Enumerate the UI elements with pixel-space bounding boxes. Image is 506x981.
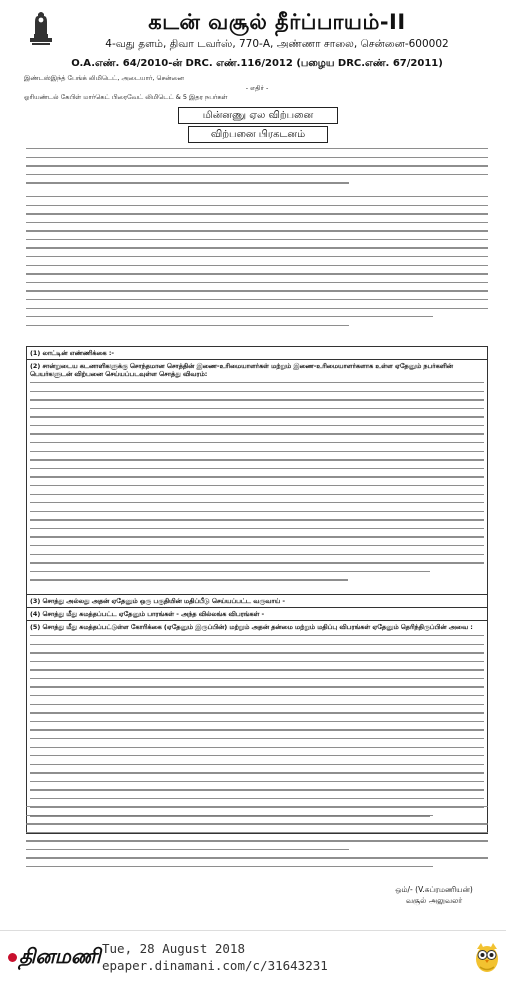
property-schedule-table bbox=[26, 346, 488, 834]
schedule-claims-heading: (5) சொத்து மீது சுமத்தப்பட்டுள்ள கோரிக்கை (ஏதேனும் இருப்பின்) மற்றும் அதன் தன்மை மற்றும் மதிப்பு விபரங்கள் ஏதேனும் தெரிந்திருப்பின் அவை : bbox=[30, 623, 473, 631]
state-emblem-icon bbox=[26, 8, 56, 48]
case-number: O.A.எண். 64/2010-ன் DRC. எண்.116/2012 (பழைய DRC.எண். 67/2011) bbox=[71, 58, 443, 69]
schedule-lot-count: (1) லாட்டின் எண்ணிக்கை :- bbox=[27, 347, 488, 360]
property-description bbox=[30, 382, 484, 592]
epaper-footer bbox=[0, 930, 506, 981]
schedule-property-heading: (2) சான்றுடைய கடனாளிகளுக்கு சொந்தமான சொத்தின் இணை-உரிமையாளர்கள் மற்றும் இணை-உரிமையாளர்களாக உள்ள ஏதேனும் நபர்களின் பெயர்களுடன் விற்பனை செய்யப்படவுள்ள சொத்து விவரம்: bbox=[30, 362, 453, 378]
tribunal-title: கடன் வசூல் தீர்ப்பாயம்-II bbox=[148, 10, 406, 34]
tribunal-address: 4-வது தளம், திவா டவர்ஸ், 770-A, அண்ணா சாலை, சென்னை-600002 bbox=[105, 38, 449, 50]
table-row bbox=[27, 347, 488, 360]
respondent-name: ஓரியண்டல் கேபிள் மார்கெட் பிரைவேட் லிமிடெட் & 5 இதர நபர்கள் bbox=[24, 93, 228, 101]
versus-label: - எதிர் - bbox=[245, 84, 269, 92]
schedule-encumbrance: (4) சொத்து மீது சுமத்தப்பட்ட ஏதேனும் பாரங்கள் - அந்த வில்லங்க விபரங்கள் - bbox=[27, 608, 488, 621]
owl-mascot-icon bbox=[474, 941, 500, 973]
intro-paragraph bbox=[26, 148, 488, 190]
legal-notice bbox=[20, 6, 494, 924]
auction-heading: மின்னணு ஏல விற்பனை bbox=[178, 107, 338, 124]
dinamani-logo[interactable] bbox=[8, 944, 101, 971]
auction-terms bbox=[30, 635, 484, 831]
applicant-name: இண்டஸ்இந்த் பேங்க் லிமிடெட், அடையார், சென்னை bbox=[24, 74, 184, 82]
schedule-property-details bbox=[27, 360, 488, 595]
table-row bbox=[27, 621, 488, 834]
table-row bbox=[27, 608, 488, 621]
schedule-valuation: (3) சொத்து அல்லது அதன் ஏதேனும் ஒரு பகுதியின் மதிப்பீடு செய்யப்பட்ட வருவாய் - bbox=[27, 595, 488, 608]
schedule-claims bbox=[27, 621, 488, 834]
proclamation-heading: விற்பனை பிரகடனம் bbox=[188, 126, 328, 143]
signatory-role: வசூல் அலுவலர் bbox=[405, 896, 463, 905]
table-row bbox=[27, 595, 488, 608]
epaper-link[interactable]: epaper.dinamani.com/c/31643231 bbox=[102, 958, 328, 973]
logo-text: தினமணி bbox=[19, 944, 101, 968]
publication-date: Tue, 28 August 2018 bbox=[102, 941, 245, 956]
signature-block bbox=[374, 884, 494, 906]
auction-details-paragraph bbox=[26, 196, 488, 336]
closing-paragraphs bbox=[26, 806, 488, 876]
signatory-name: ஒம்/- (V.சுப்ரமணியன்) bbox=[395, 885, 473, 894]
logo-dot-icon bbox=[8, 953, 17, 962]
table-row bbox=[27, 360, 488, 595]
